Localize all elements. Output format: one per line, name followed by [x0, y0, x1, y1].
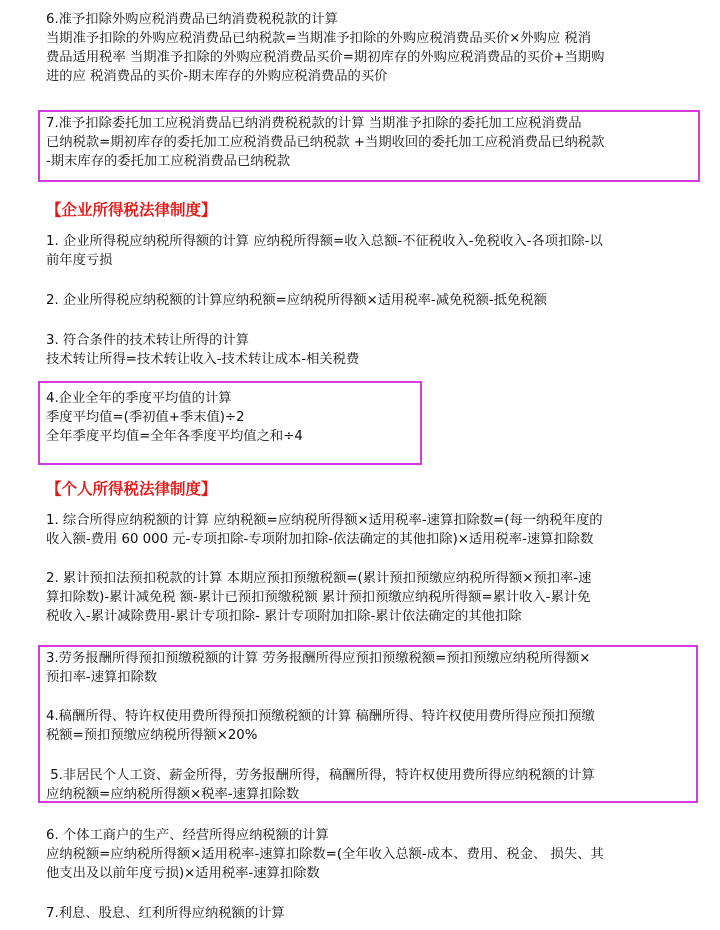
text-line: 7.利息、股息、红利所得应纳税额的计算	[46, 906, 285, 921]
text-line: 3.劳务报酬所得预扣预缴税额的计算 劳务报酬所得应预扣预缴税额=预扣预缴应纳税所得额×	[46, 651, 591, 666]
consumption-item-7	[46, 114, 686, 171]
text-line: 季度平均值=(季初值+季末值)÷2	[46, 410, 245, 425]
text-line: 进的应 税消费品的买价-期末库存的外购应税消费品的买价	[46, 69, 388, 84]
text-line: 4.企业全年的季度平均值的计算	[46, 391, 232, 406]
text-line: 前年度亏损	[46, 253, 113, 268]
text-line: 5.非居民个人工资、薪金所得，劳务报酬所得，稿酬所得，特许权使用费所得应纳税额的计算	[46, 768, 595, 783]
text-line: 收入额-费用 60 000 元-专项扣除-专项附加扣除-依法确定的其他扣除)×适用税率-速算扣除数	[46, 532, 594, 547]
text-line: 税收入-累计减除费用-累计专项扣除- 累计专项附加扣除-累计依法确定的其他扣除	[46, 609, 522, 624]
consumption-item-6	[46, 10, 686, 86]
text-line: 2. 累计预扣法预扣税款的计算 本期应预扣预缴税额=(累计预扣预缴应纳税所得额×预扣率-速	[46, 571, 592, 586]
text-line: 4.稿酬所得、特许权使用费所得预扣预缴税额的计算 稿酬所得、特许权使用费所得应预扣预缴	[46, 709, 595, 724]
individual-item-2	[46, 569, 686, 626]
corporate-item-3	[46, 331, 686, 369]
text-line: 全年季度平均值=全年各季度平均值之和÷4	[46, 429, 303, 444]
text-line: 当期准予扣除的外购应税消费品已纳税款=当期准予扣除的外购应税消费品买价×外购应 税消	[46, 31, 592, 46]
corporate-item-1	[46, 232, 686, 270]
individual-item-4	[46, 707, 686, 745]
text-line: 2. 企业所得税应纳税额的计算应纳税额=应纳税所得额×适用税率-减免税额-抵免税额	[46, 293, 547, 308]
text-line: 已纳税款=期初库存的委托加工应税消费品已纳税款 +当期收回的委托加工应税消费品已纳税款	[46, 135, 605, 150]
text-line: 税额=预扣预缴应纳税所得额×20%	[46, 728, 258, 743]
text-line: 他支出及以前年度亏损)×适用税率-速算扣除数	[46, 866, 320, 881]
individual-item-1	[46, 511, 686, 549]
corporate-item-4	[46, 389, 686, 446]
individual-item-7	[46, 904, 686, 923]
text-line: 应纳税额=应纳税所得额×税率-速算扣除数	[46, 787, 300, 802]
text-line: 费品适用税率 当期准予扣除的外购应税消费品买价=期初库存的外购应税消费品的买价+当期购	[46, 50, 605, 65]
text-line: 6. 个体工商户的生产、经营所得应纳税额的计算	[46, 828, 329, 843]
text-line: 1. 综合所得应纳税额的计算 应纳税额=应纳税所得额×适用税率-速算扣除数=(每一纳税年度的	[46, 513, 603, 528]
text-line: 预扣率-速算扣除数	[46, 670, 158, 685]
individual-item-3	[46, 649, 686, 687]
text-line: 1. 企业所得税应纳税所得额的计算 应纳税所得额=收入总额-不征税收入-免税收入-各项扣除-以	[46, 234, 603, 249]
corporate-item-2	[46, 291, 686, 310]
text-line: 技术转让所得=技术转让收入-技术转让成本-相关税费	[46, 352, 360, 367]
text-line: 算扣除数)-累计减免税 额-累计已预扣预缴税额 累计预扣预缴应纳税所得额=累计收入-累计免	[46, 590, 591, 605]
individual-item-5	[46, 766, 686, 804]
individual-item-6	[46, 826, 686, 883]
text-line: 3. 符合条件的技术转让所得的计算	[46, 333, 250, 348]
text-line: -期末库存的委托加工应税消费品已纳税款	[46, 154, 291, 169]
text-line: 7.准予扣除委托加工应税消费品已纳消费税税款的计算 当期准予扣除的委托加工应税消费品	[46, 116, 582, 131]
section-heading-corporate: 【企业所得税法律制度】	[46, 201, 217, 219]
text-line: 应纳税额=应纳税所得额×适用税率-速算扣除数=(全年收入总额-成本、费用、税金、 损失、其	[46, 847, 604, 862]
section-heading-individual: 【个人所得税法律制度】	[46, 480, 217, 498]
text-line: 6.准予扣除外购应税消费品已纳消费税税款的计算	[46, 12, 338, 27]
